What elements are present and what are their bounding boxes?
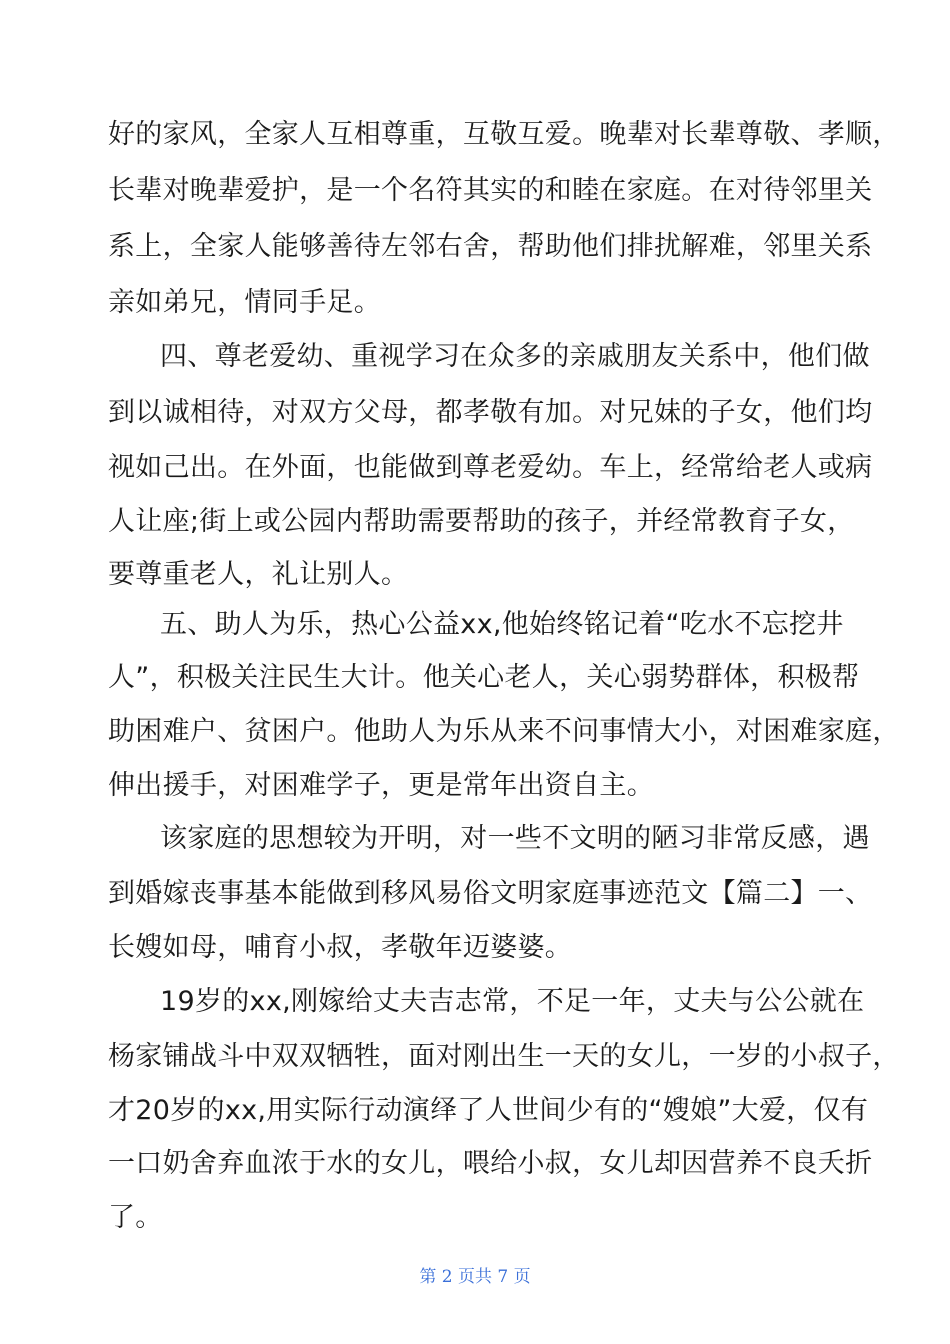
paragraph-start-line: 五、助人为乐，热心公益xx,他始终铭记着“吃水不忘挖井 (160, 609, 844, 640)
text-line: 系上，全家人能够善待左邻右舍，帮助他们排扰解难，邻里关系 (108, 231, 873, 262)
text-line: 才20岁的xx,用实际行动演绎了人世间少有的“嫂娘”大爱，仅有 (108, 1095, 869, 1126)
paragraph-start-line: 四、尊老爱幼、重视学习在众多的亲戚朋友关系中，他们做 (160, 341, 870, 372)
text-line: 了。 (108, 1202, 163, 1233)
text-line: 到以诚相待，对双方父母，都孝敬有加。对兄妹的子女，他们均 (108, 397, 873, 428)
paragraph-start-line: 该家庭的思想较为开明，对一些不文明的陋习非常反感，遇 (160, 823, 870, 854)
text-line: 长嫂如母，哺育小叔，孝敬年迈婆婆。 (108, 932, 573, 963)
text-line: 要尊重老人，礼让别人。 (108, 559, 409, 590)
paragraph-start-line: 19岁的xx,刚嫁给丈夫吉志常，不足一年，丈夫与公公就在 (160, 986, 865, 1017)
text-line: 亲如弟兄，情同手足。 (108, 287, 381, 318)
text-line: 长辈对晚辈爱护，是一个名符其实的和睦在家庭。在对待邻里关 (108, 175, 873, 206)
text-line: 到婚嫁丧事基本能做到移风易俗文明家庭事迹范文【篇二】一、 (108, 878, 873, 909)
page-number-footer: 第 2 页共 7 页 (419, 1267, 531, 1287)
text-line: 人”，积极关注民生大计。他关心老人，关心弱势群体，积极帮 (108, 662, 860, 693)
text-line: 一口奶舍弃血浓于水的女儿，喂给小叔，女儿却因营养不良夭折 (108, 1148, 873, 1179)
text-line: 好的家风，全家人互相尊重，互敬互爱。晚辈对长辈尊敬、孝顺， (108, 119, 900, 150)
text-line: 伸出援手，对困难学子，更是常年出资自主。 (108, 770, 654, 801)
text-line: 助困难户、贫困户。他助人为乐从来不问事情大小，对困难家庭， (108, 716, 900, 747)
text-line: 杨家铺战斗中双双牺牲，面对刚出生一天的女儿，一岁的小叔子， (108, 1041, 900, 1072)
text-line: 人让座;街上或公园内帮助需要帮助的孩子，并经常教育子女， (108, 506, 855, 537)
text-line: 视如己出。在外面，也能做到尊老爱幼。车上，经常给老人或病 (108, 452, 873, 483)
